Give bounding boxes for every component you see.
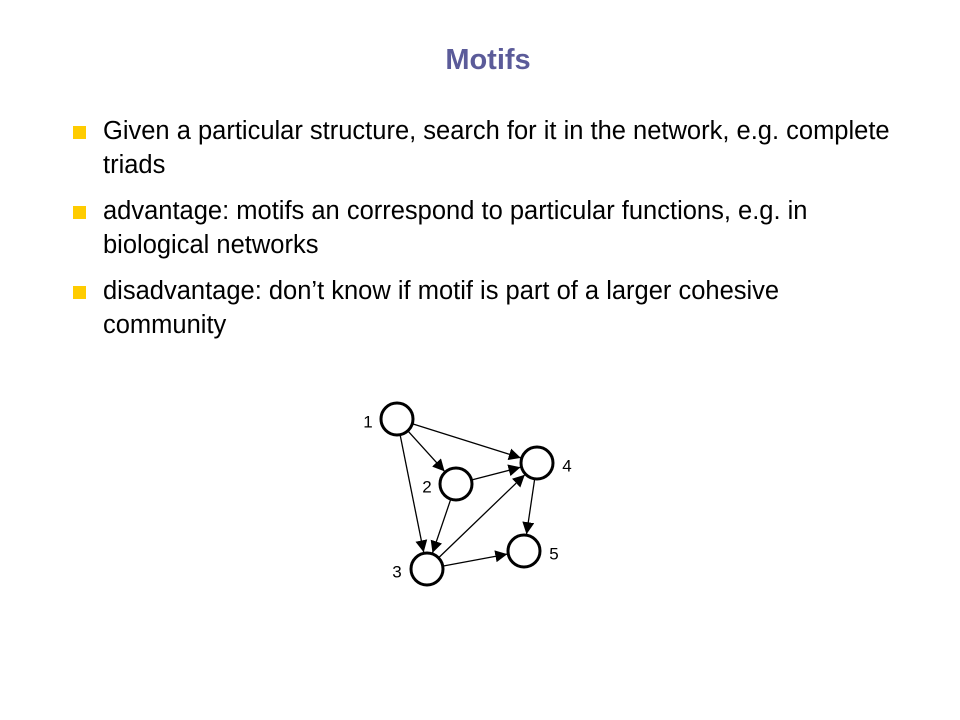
edge-3-to-5 (443, 554, 508, 566)
bullet-text: disadvantage: don’t know if motif is part of a larger cohesive community (103, 277, 780, 339)
node-4 (521, 447, 553, 479)
edge-1-to-3 (400, 435, 424, 553)
bullet-text: Given a particular structure, search for it in the network, e.g. complete triads (103, 117, 890, 179)
node-label-3: 3 (392, 562, 402, 582)
node-label-5: 5 (549, 544, 559, 564)
node-5 (508, 535, 540, 567)
edge-2-to-4 (472, 467, 521, 480)
node-2 (440, 468, 472, 500)
node-1 (381, 403, 413, 435)
node-label-1: 1 (363, 412, 373, 432)
node-label-4: 4 (562, 456, 572, 476)
edge-1-to-2 (408, 431, 445, 472)
slide-title: Motifs (445, 44, 531, 76)
edge-4-to-5 (527, 479, 535, 534)
node-label-2: 2 (422, 477, 432, 497)
edge-2-to-3 (433, 499, 451, 553)
bullet-text: advantage: motifs an correspond to particular functions, e.g. in biological networks (103, 197, 808, 259)
node-layer (363, 403, 571, 585)
node-3 (411, 553, 443, 585)
